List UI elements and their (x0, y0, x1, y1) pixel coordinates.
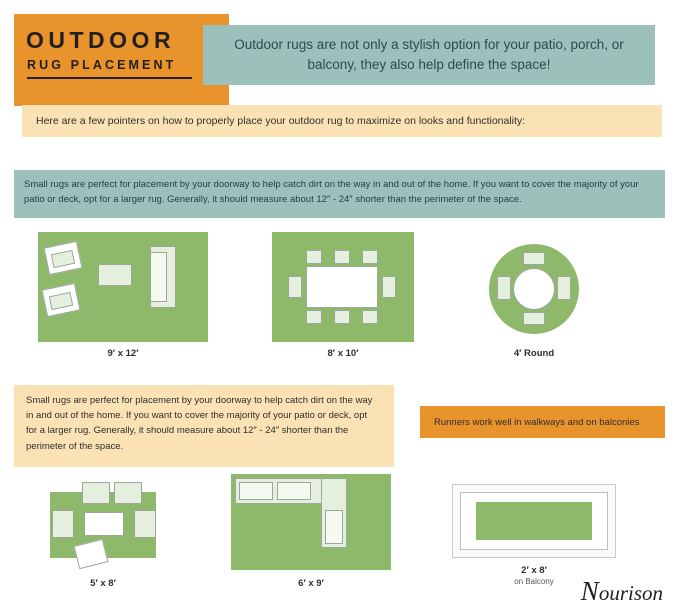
round-table (513, 268, 555, 310)
dining-chair-top-3 (362, 250, 378, 264)
dining-chair-bottom-2 (334, 310, 350, 324)
figure-9x12 (38, 232, 208, 342)
figure-5x8 (36, 482, 170, 568)
caption-5x8 (36, 578, 170, 589)
round-chair-left (497, 276, 511, 300)
sofa-section-2 (114, 482, 142, 504)
header-pointers-text: Here are a few pointers on how to properly place your outdoor rug to maximize on looks and functionality: (36, 115, 526, 127)
coffee-table (84, 512, 124, 536)
dining-chair-top-2 (334, 250, 350, 264)
dining-chair-bottom-1 (306, 310, 322, 324)
caption-6x9 (231, 578, 391, 589)
caption-2x8-text: 2′ x 8′ (521, 565, 547, 576)
round-chair-top (523, 252, 545, 265)
caption-5x8-text: 5′ x 8′ (90, 578, 116, 589)
dining-chair-top-1 (306, 250, 322, 264)
sofa-section-1 (82, 482, 110, 504)
figure-4-round (489, 244, 579, 334)
figure-6x9 (231, 474, 391, 570)
round-chair-right (557, 276, 571, 300)
page-subtitle: RUG PLACEMENT (27, 58, 177, 72)
sofa-cushions (150, 252, 167, 302)
brand-rest: ourison (598, 581, 663, 605)
header-teal-callout (203, 25, 655, 85)
caption-8x10-text: 8′ x 10′ (327, 348, 359, 359)
dining-chair-left (288, 276, 302, 298)
brand-initial: N (580, 576, 599, 606)
caption-6x9-text: 6′ x 9′ (298, 578, 324, 589)
caption-2x8-sub: on Balcony (514, 577, 554, 586)
caption-9x12-text: 9′ x 12′ (107, 348, 139, 359)
dining-chair-bottom-3 (362, 310, 378, 324)
brand-logo (581, 576, 663, 607)
armchair-left (52, 510, 74, 538)
caption-8x10 (272, 348, 414, 359)
orange-note-band (420, 406, 665, 438)
rug-shape (476, 502, 592, 540)
header-pointers-band (22, 105, 662, 137)
cream-note-text: Small rugs are perfect for placement by your doorway to help catch dirt on the way in and out of the home. If you want to cover the majority of your patio or deck, opt for a larger rug. Generally, it should measure about 12″ - 24″ shorter than the perimeter of the space. (26, 395, 373, 452)
page-title: OUTDOOR (26, 27, 176, 53)
sectional-cushion-1 (239, 482, 273, 500)
dining-chair-right (382, 276, 396, 298)
coffee-table (98, 264, 132, 286)
figure-8x10 (272, 232, 414, 342)
caption-9x12 (38, 348, 208, 359)
caption-4-round (489, 348, 579, 359)
title-divider (27, 77, 192, 79)
armchair-right (134, 510, 156, 538)
figure-2x8-balcony (452, 484, 616, 558)
caption-4-round-text: 4′ Round (513, 348, 555, 359)
round-chair-bottom (523, 312, 545, 325)
teal-note-text: Small rugs are perfect for placement by your doorway to help catch dirt on the way in and out of the home. If you want to cover the majority of your patio or deck, opt for a larger rug. Generally, it should measure about 12″ - 24″ shorter than the perimeter of the space. (24, 179, 639, 205)
dining-table (306, 266, 378, 308)
sectional-cushion-2 (277, 482, 311, 500)
header-callout-text: Outdoor rugs are not only a stylish option for your patio, porch, or balcony, they also help define the space! (234, 37, 624, 72)
sectional-cushion-3 (325, 510, 343, 544)
orange-note-text: Runners work well in walkways and on balconies (434, 416, 640, 428)
